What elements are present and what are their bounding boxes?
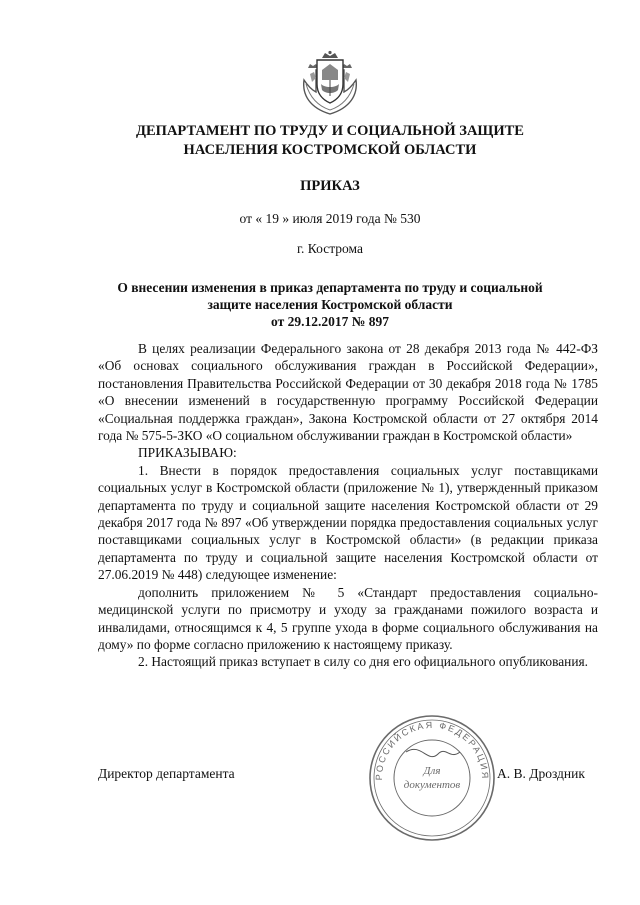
signer-position: Директор департамента (98, 766, 235, 781)
department-line-1: ДЕПАРТАМЕНТ ПО ТРУДУ И СОЦИАЛЬНОЙ ЗАЩИТЕ (136, 123, 524, 139)
order-word: ПРИКАЗЫВАЮ: (138, 445, 237, 461)
item-2-paragraph: 2. Настоящий приказ вступает в силу со дня его официального опубликования. (138, 654, 588, 670)
order-title: ПРИКАЗ (300, 178, 360, 194)
coat-of-arms-icon (300, 50, 360, 116)
item-1-paragraph: 1. Внести в порядок предоставления социальных услуг поставщиками социальных услуг в Костромской области (приложение № 1), утвержденный приказом департамента по труду и социальной защите населения Костромской области от 29 декабря 2017 года № 897 «Об утверждении порядка предоставления социальных услуг поставщиками социальных услуг в Костромской области» (в редакции приказа департамента по труду и социальной защите населения Костромской области от 27.06.2019 № 448) следующее изменение: (98, 462, 598, 583)
stamp-center-text-2: документов (403, 779, 461, 791)
stamp-center-text-1: Для (423, 765, 441, 777)
department-line-2: НАСЕЛЕНИЯ КОСТРОМСКОЙ ОБЛАСТИ (183, 142, 477, 158)
subject-line-2: защите населения Костромской области (207, 297, 453, 312)
preamble-paragraph: В целях реализации Федерального закона от 28 декабря 2013 года № 442-ФЗ «Об основах социального обслуживания граждан в Российской Федерации», постановления Правительства Российской Федерации от 30 декабря 2018 года № 1785 «О внесении изменений в государственную программу Российской Федерации «Социальная поддержка граждан», Закона Костромской области от 27 октября 2014 года № 575-5-ЗКО «О социальном обслуживании граждан в Костромской области» (98, 341, 598, 444)
official-stamp-icon (366, 712, 498, 844)
order-subject (70, 279, 590, 330)
department-name (60, 122, 600, 160)
order-date: от « 19 » июля 2019 года № 530 (239, 211, 421, 226)
order-city: г. Кострома (297, 241, 363, 256)
subject-line-1: О внесении изменения в приказ департамента по труду и социальной (117, 280, 543, 295)
signer-name: А. В. Дроздник (497, 766, 585, 781)
subject-line-3: от 29.12.2017 № 897 (271, 314, 389, 329)
order-body (98, 340, 598, 671)
stamp-outer-text: РОССИЙСКАЯ ФЕДЕРАЦИЯ (373, 719, 491, 781)
item-1-subparagraph: дополнить приложением № 5 «Стандарт предоставления социально-медицинской услуги по присмотру и уходу за гражданами пожилого возраста и инвалидами, относящимся к 4, 5 группе ухода в форме социального обслуживания на дому» по форме согласно приложению к настоящему приказу. (98, 584, 598, 652)
